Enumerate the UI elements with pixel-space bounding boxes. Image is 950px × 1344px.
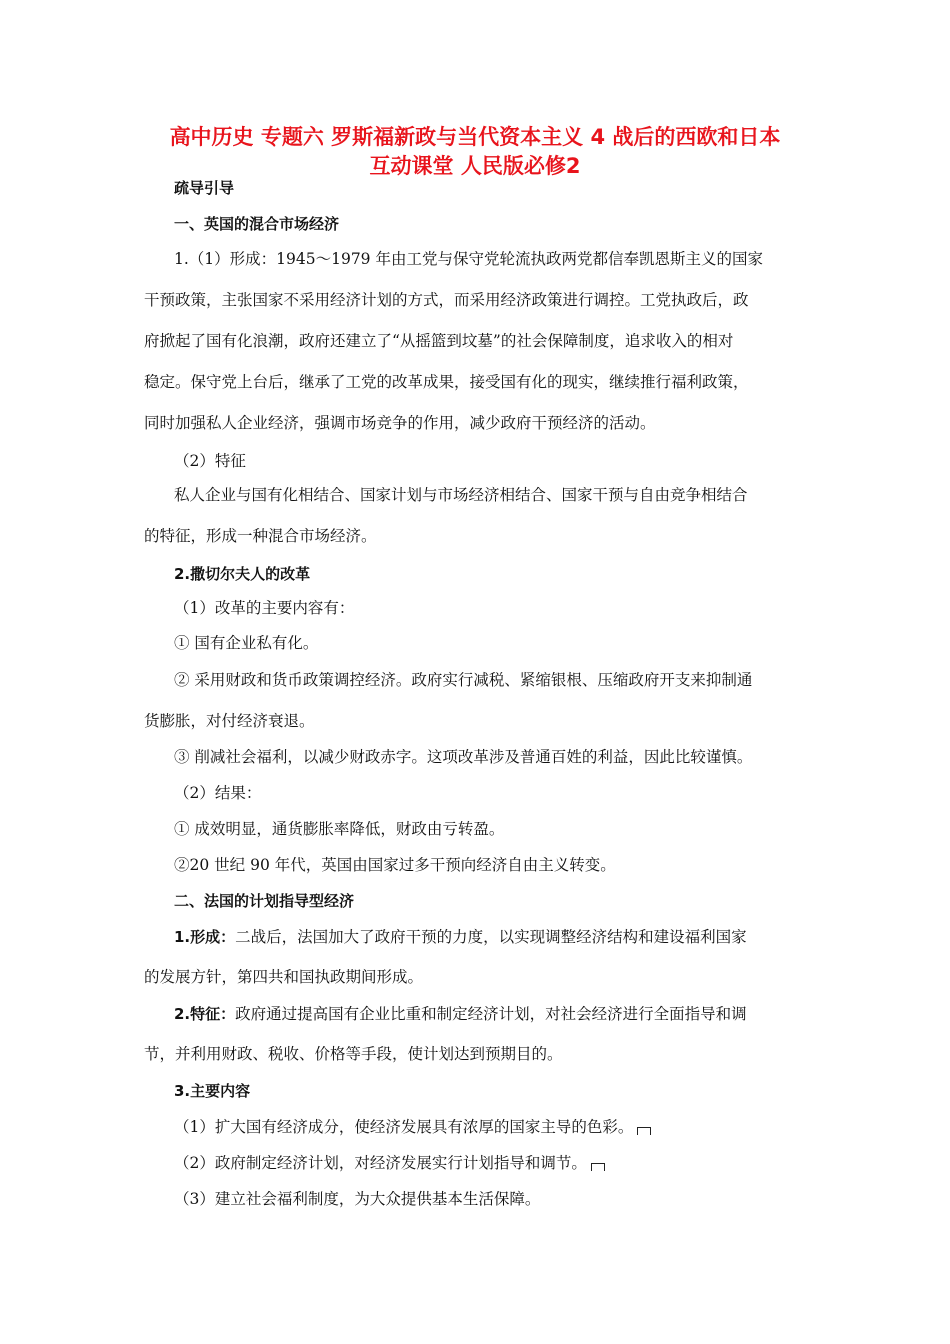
feature-label: （2）特征 <box>174 452 246 470</box>
paragraph-line <box>174 1003 747 1025</box>
feature-label: 2.特征： <box>174 1005 236 1023</box>
paragraph-line: 私人企业与国有化相结合、国家计划与市场经济相结合、国家干预与自由竞争相结合 <box>174 486 748 504</box>
result-label: （2）结果： <box>174 784 262 802</box>
list-item-text: （2）政府制定经济计划，对经济发展实行计划指导和调节。 <box>174 1154 587 1172</box>
document-title-line-1: 高中历史 专题六 罗斯福新政与当代资本主义 4 战后的西欧和日本 <box>169 125 781 149</box>
list-item <box>174 1152 605 1174</box>
reform-heading: 2.撒切尔夫人的改革 <box>174 565 311 583</box>
list-item: ① 国有企业私有化。 <box>174 634 319 652</box>
paragraph-line: 干预政策，主张国家不采用经济计划的方式，而采用经济政策进行调控。工党执政后，政 <box>144 291 749 309</box>
paragraph-line: 1.（1）形成：1945～1979 年由工党与保守党轮流执政两党都信奉凯恩斯主义的国家 <box>174 250 763 268</box>
list-item: ① 成效明显，通货膨胀率降低，财政由亏转盈。 <box>174 820 505 838</box>
bracket-mark-icon <box>591 1163 605 1171</box>
section-1-heading: 一、英国的混合市场经济 <box>174 215 340 233</box>
paragraph-line: 府掀起了国有化浪潮，政府还建立了“从摇篮到坟墓”的社会保障制度，追求收入的相对 <box>144 332 734 350</box>
section-2-heading: 二、法国的计划指导型经济 <box>174 892 355 910</box>
paragraph-line: 稳定。保守党上台后，继承了工党的改革成果，接受国有化的现实，继续推行福利政策， <box>144 373 749 391</box>
paragraph-line: 同时加强私人企业经济，强调市场竞争的作用，减少政府干预经济的活动。 <box>144 414 656 432</box>
list-item: （3）建立社会福利制度，为大众提供基本生活保障。 <box>174 1190 541 1208</box>
form-label: 1.形成： <box>174 928 236 946</box>
list-item: 货膨胀，对付经济衰退。 <box>144 712 315 730</box>
document-title-line-2: 互动课堂 人民版必修2 <box>369 154 581 178</box>
list-item: ②20 世纪 90 年代，英国由国家过多干预向经济自由主义转变。 <box>174 856 616 874</box>
intro-heading: 疏导引导 <box>174 179 235 197</box>
list-item <box>174 1116 651 1138</box>
paragraph-line: 节，并利用财政、税收、价格等手段，使计划达到预期目的。 <box>144 1045 563 1063</box>
content-heading: 3.主要内容 <box>174 1082 251 1100</box>
form-text: 二战后，法国加大了政府干预的力度，以实现调整经济结构和建设福利国家 <box>235 928 747 946</box>
list-item: ② 采用财政和货币政策调控经济。政府实行减税、紧缩银根、压缩政府开支来抑制通 <box>174 671 753 689</box>
list-item: ③ 削减社会福利，以减少财政赤字。这项改革涉及普通百姓的利益，因此比较谨慎。 <box>174 748 753 766</box>
feature-text: 政府通过提高国有企业比重和制定经济计划，对社会经济进行全面指导和调 <box>235 1005 747 1023</box>
bracket-mark-icon <box>637 1127 651 1135</box>
reform-label: （1）改革的主要内容有： <box>174 599 355 617</box>
list-item-text: （1）扩大国有经济成分，使经济发展具有浓厚的国家主导的色彩。 <box>174 1118 634 1136</box>
paragraph-line <box>174 926 747 948</box>
paragraph-line: 的发展方针，第四共和国执政期间形成。 <box>144 968 424 986</box>
paragraph-line: 的特征，形成一种混合市场经济。 <box>144 527 377 545</box>
